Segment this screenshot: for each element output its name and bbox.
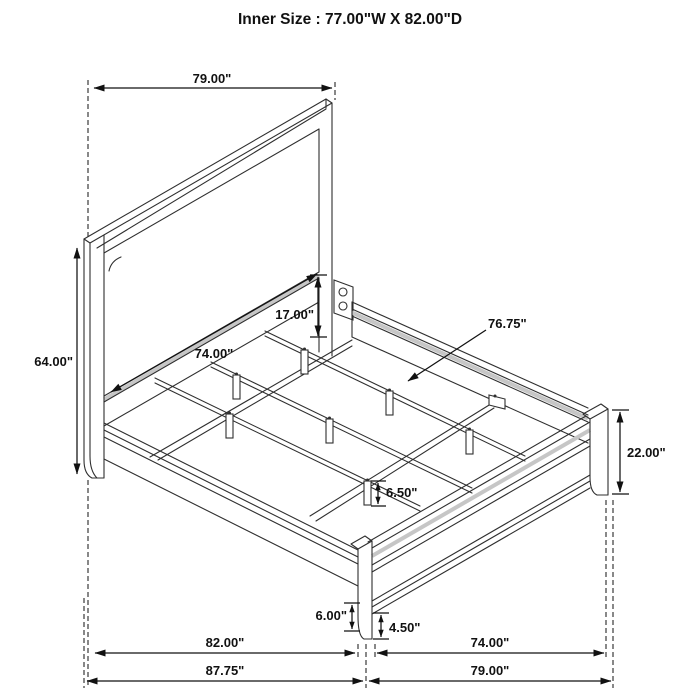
- dim-footboard-foot-height-label: 4.50": [389, 620, 421, 635]
- side-rail-left: [104, 423, 358, 586]
- dim-headboard-height-label: 64.00": [34, 354, 73, 369]
- center-cross-rail: [310, 395, 505, 522]
- dim-footboard-foot-height: [373, 613, 389, 639]
- dim-side-rail-clearance-label: 6.00": [315, 608, 347, 623]
- dim-headboard-panel-height-label: 17.00": [275, 307, 314, 322]
- dim-inner-length-label: 82.00": [205, 635, 245, 650]
- bracket-hole-bottom: [339, 302, 347, 310]
- dim-slat-rail-length-label: 76.75": [488, 316, 527, 331]
- dim-footboard-outer-width-label: 79.00": [470, 663, 510, 678]
- dimension-annotations: [77, 88, 629, 681]
- side-rail-right: [352, 302, 588, 443]
- diagram-title: Inner Size : 77.00"W X 82.00"D: [237, 11, 463, 28]
- rail-bracket: [334, 280, 353, 320]
- headboard: [84, 99, 353, 478]
- bracket-hole-top: [339, 288, 347, 296]
- dim-headboard-panel-width: [111, 274, 317, 392]
- dim-overall-length-label: 87.75": [205, 663, 245, 678]
- dim-footboard-height-label: 22.00": [627, 445, 666, 460]
- dim-slat-leg-height-label: 6.50": [386, 485, 418, 500]
- dim-footboard-inner-width-label: 74.00": [470, 635, 510, 650]
- dim-headboard-width-label: 79.00": [192, 71, 232, 86]
- dim-slat-rail-leader: [408, 330, 486, 381]
- dim-headboard-panel-width-label: 74.00": [194, 346, 234, 361]
- rail-connector: [489, 395, 505, 409]
